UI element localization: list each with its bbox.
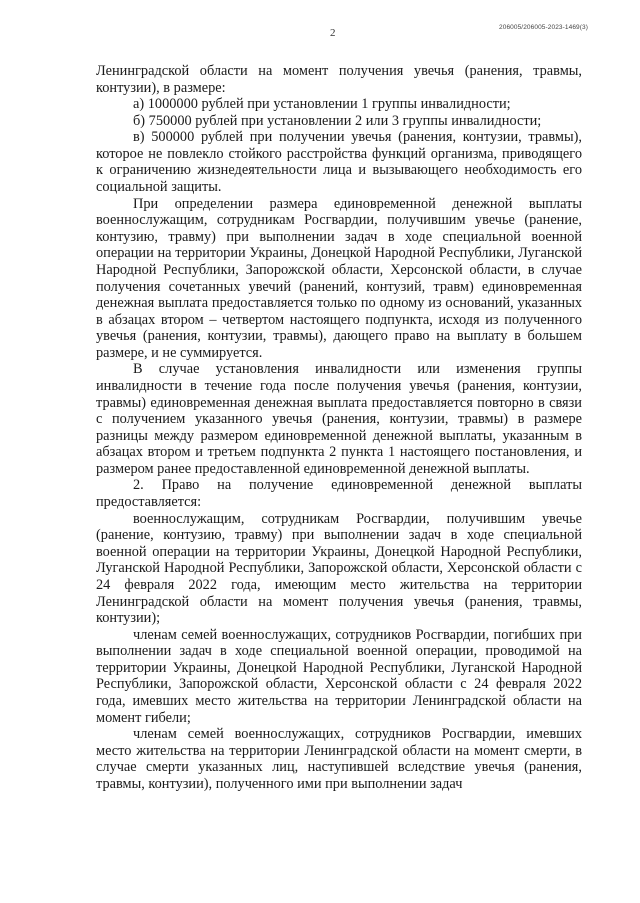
paragraph: В случае установления инвалидности или изменения группы инвалидности в течение года после получения увечья (ранения, контузии, травмы) единовременная денежная выплата предоставляется повторно в связи с получением указанного увечья (ранения, контузии, травмы) в размере разницы между размером единовременной денежной выплаты, указанным в абзацах втором и третьем подпункта 2 пункта 1 настоящего постановления, и размером ранее предоставленной единовременной денежной выплаты.: [96, 361, 582, 477]
paragraph: военнослужащим, сотрудникам Росгвардии, получившим увечье (ранение, контузию, травму) при выполнении задач в ходе специальной военной операции на территории Украины, Донецкой Народной Республики, Луганской Народной Республики, Запорожской области, Херсонской области с 24 февраля 2022 года, имеющим место жительства на территории Ленинградской области на момент получения увечья (ранения, травмы, контузии);: [96, 510, 582, 627]
paragraph: Ленинградской области на момент получения увечья (ранения, травмы, контузии), в размере:: [96, 63, 582, 96]
paragraph: членам семей военнослужащих, сотрудников Росгвардии, погибших при выполнении задач в ходе специальной военной операции, проводимой на территории Украины, Донецкой Народной Республики, Луганской Народной Республики, Запорожской области, Херсонской области с 24 февраля 2022 года, имевших место жительства на территории Ленинградской области на момент гибели;: [96, 626, 582, 726]
list-item-a: а) 1000000 рублей при установлении 1 группы инвалидности;: [133, 96, 511, 113]
document-id: 206005/206005-2023-1469(3): [499, 24, 588, 31]
document-body: [96, 63, 582, 792]
paragraph: При определении размера единовременной денежной выплаты военнослужащим, сотрудникам Росгвардии, получившим увечье (ранение, контузию, травму) при выполнении задач в ходе специальной военной операции на территории Украины, Донецкой Народной Республики, Луганской Народной Республики, Запорожской области, Херсонской области, в случае получения сочетанных увечий (ранений, контузий, травм) единовременная денежная выплата предоставляется только по одному из оснований, указанных в абзацах втором – четвертом настоящего подпункта, исходя из полученного увечья (ранения, контузии, травмы), дающего право на выплату в большем размере, и не суммируется.: [96, 195, 582, 361]
section-heading-2: 2. Право на получение единовременной денежной выплаты предоставляется:: [96, 477, 582, 511]
list-item-b: б) 750000 рублей при установлении 2 или 3 группы инвалидности;: [133, 112, 542, 129]
paragraph: членам семей военнослужащих, сотрудников Росгвардии, имевших место жительства на территории Ленинградской области на момент смерти, в случае смерти указанных лиц, наступившей вследствие увечья (ранения, травмы, контузии), полученного ими при выполнении задач: [96, 726, 582, 792]
page-number: 2: [330, 27, 336, 39]
list-item-c: в) 500000 рублей при получении увечья (ранения, контузии, травмы), которое не повлекло стойкого расстройства функций организма, приводящего к ограничению жизнедеятельности лица и вызывающего необходимость его социальной защиты.: [96, 129, 582, 196]
